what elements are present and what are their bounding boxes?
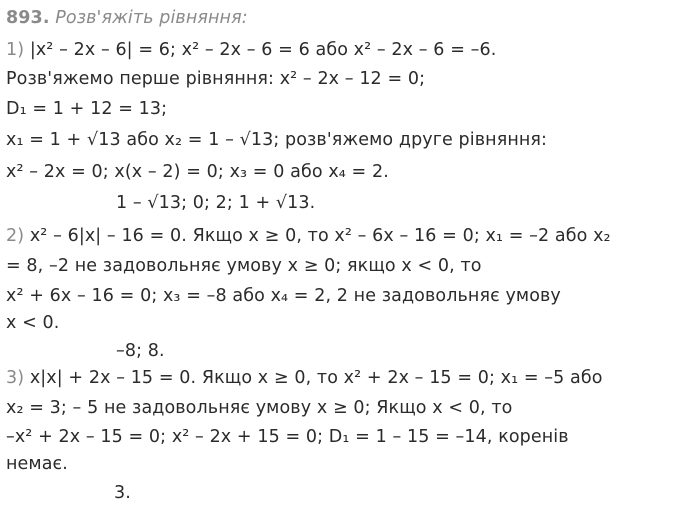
- part-1-line-2: Розв'яжемо перше рівняння: x² – 2x – 12 = 0;: [6, 69, 426, 89]
- part-3-answer: 3.: [114, 483, 131, 503]
- part-2-line-3: x² + 6x – 16 = 0; x₃ = –8 або x₄ = 2, 2 не задовольняє умову: [6, 286, 561, 306]
- exercise-header: [6, 6, 248, 30]
- part-2-line-4: x < 0.: [6, 313, 60, 333]
- part-1-line-3: D₁ = 1 + 12 = 13;: [6, 99, 168, 119]
- part-3-line-2: x₂ = 3; – 5 не задовольняє умову x ≥ 0; Якщо x < 0, то: [6, 398, 513, 418]
- exercise-title: Розв'яжіть рівняння:: [55, 8, 248, 28]
- part-1-answer: 1 – √13; 0; 2; 1 + √13.: [116, 193, 316, 213]
- part-2-text-1: x² – 6|x| – 16 = 0. Якщо x ≥ 0, то x² – 6x – 16 = 0; x₁ = –2 або x₂: [29, 226, 611, 246]
- part-2-label: 2): [6, 226, 25, 246]
- part-1-label: 1): [6, 40, 25, 60]
- part-1-line-1: [6, 38, 496, 62]
- part-2-answer: –8; 8.: [116, 341, 165, 361]
- part-3-line-3: –x² + 2x – 15 = 0; x² – 2x + 15 = 0; D₁ = 1 – 15 = –14, коренів: [6, 427, 569, 447]
- part-3-line-1: [6, 366, 603, 390]
- part-2-line-2: = 8, –2 не задовольняє умову x ≥ 0; якщо x < 0, то: [6, 256, 482, 276]
- part-3-label: 3): [6, 368, 25, 388]
- part-1-text-1: |x² – 2x – 6| = 6; x² – 2x – 6 = 6 або x² – 2x – 6 = –6.: [29, 40, 497, 60]
- exercise-number: 893.: [6, 8, 50, 28]
- part-1-line-4: x₁ = 1 + √13 або x₂ = 1 – √13; розв'яжемо друге рівняння:: [6, 130, 548, 150]
- part-1-line-5: x² – 2x = 0; x(x – 2) = 0; x₃ = 0 або x₄ = 2.: [6, 162, 389, 182]
- part-2-line-1: [6, 224, 611, 248]
- part-3-text-1: x|x| + 2x – 15 = 0. Якщо x ≥ 0, то x² + 2x – 15 = 0; x₁ = –5 або: [29, 368, 603, 388]
- part-3-line-4: немає.: [6, 454, 68, 474]
